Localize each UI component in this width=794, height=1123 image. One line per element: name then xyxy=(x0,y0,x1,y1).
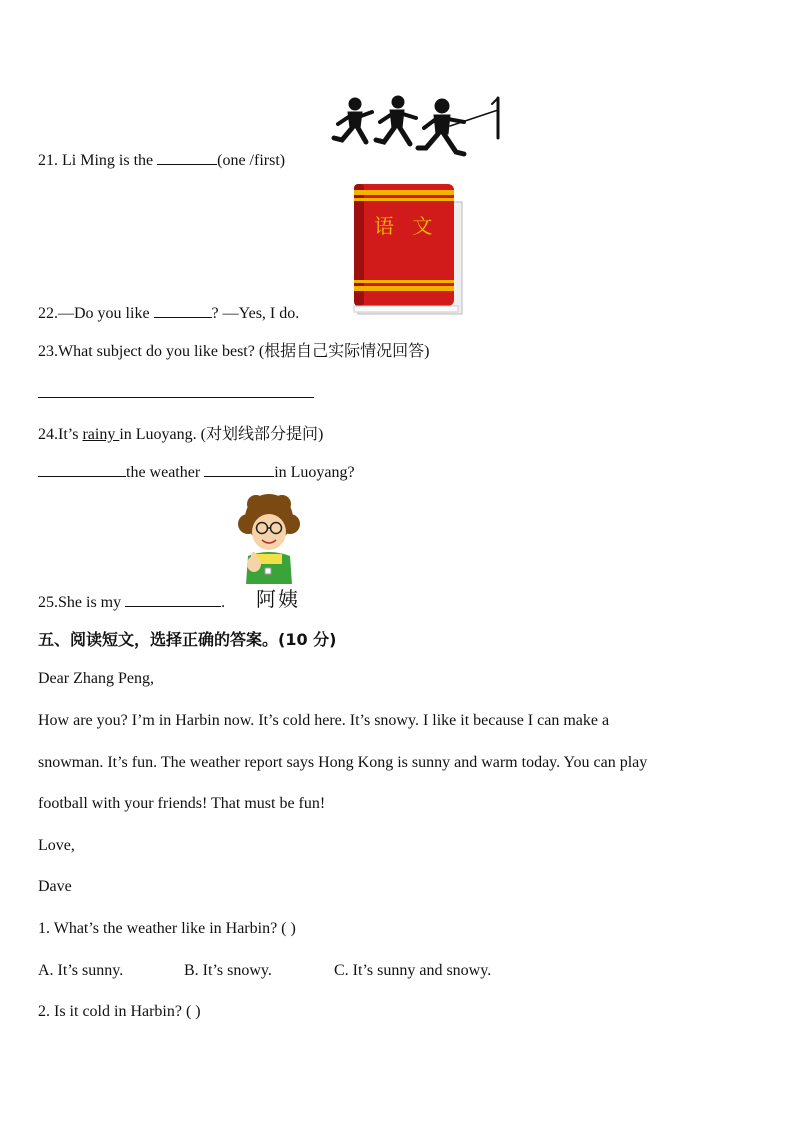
question-24-mid: the weather xyxy=(126,464,205,481)
question-22-text: 22.—Do you like xyxy=(38,305,154,322)
letter-line-1: How are you? I’m in Harbin now. It’s cold here. It’s snowy. I like it because I can make a xyxy=(38,712,610,729)
answer-blank-25[interactable] xyxy=(125,592,221,607)
question-21-text: . Li Ming is the xyxy=(54,152,158,169)
reading-question-2: 2. Is it cold in Harbin? ( ) xyxy=(38,1003,201,1020)
letter-line-2: snowman. It’s fun. The weather report says Hong Kong is sunny and warm today. You can play xyxy=(38,754,648,771)
question-24-answer-row xyxy=(38,462,355,482)
answer-blank-24b[interactable] xyxy=(204,462,274,477)
question-23: 23.What subject do you like best? (根据自己实际情况回答) xyxy=(38,343,430,360)
question-25-text: 25.She is my xyxy=(38,594,126,611)
letter-signature: Dave xyxy=(38,878,72,895)
aunt-caption: 阿姨 xyxy=(256,587,300,611)
answer-blank-24a[interactable] xyxy=(38,462,126,477)
reading-question-1: 1. What’s the weather like in Harbin? ( ) xyxy=(38,920,296,937)
runners-illustration xyxy=(330,92,505,162)
book-title: 语 文 xyxy=(374,214,439,238)
chinese-book-illustration xyxy=(352,182,464,316)
section-5-title: 五、阅读短文，选择正确的答案。(10 分) xyxy=(38,630,337,649)
aunt-illustration xyxy=(234,494,304,584)
letter-line-3: football with your friends! That must be fun! xyxy=(38,795,326,812)
answer-blank-22[interactable] xyxy=(154,303,212,318)
question-24 xyxy=(38,421,323,444)
answer-line-23[interactable] xyxy=(38,397,314,398)
question-24-pre: 24.It’s xyxy=(38,426,83,443)
question-24-end: in Luoyang? xyxy=(274,464,355,481)
option-c[interactable]: C. It’s sunny and snowy. xyxy=(334,962,492,979)
answer-blank-21[interactable] xyxy=(157,150,217,165)
question-25-end: . xyxy=(221,594,226,611)
option-b[interactable]: B. It’s snowy. xyxy=(184,962,272,979)
question-24-post: in Luoyang. (对划线部分提问) xyxy=(119,426,324,443)
question-22 xyxy=(38,303,299,323)
question-21 xyxy=(38,150,285,170)
letter-greeting: Dear Zhang Peng, xyxy=(38,670,154,687)
question-22-tail: ? —Yes, I do. xyxy=(211,305,300,322)
option-a[interactable]: A. It’s sunny. xyxy=(38,962,124,979)
question-21-number: 21 xyxy=(38,152,54,169)
question-25 xyxy=(38,592,225,612)
question-21-hint: (one /first) xyxy=(217,152,286,169)
underlined-word: rainy xyxy=(82,426,120,443)
letter-closing: Love, xyxy=(38,837,75,854)
